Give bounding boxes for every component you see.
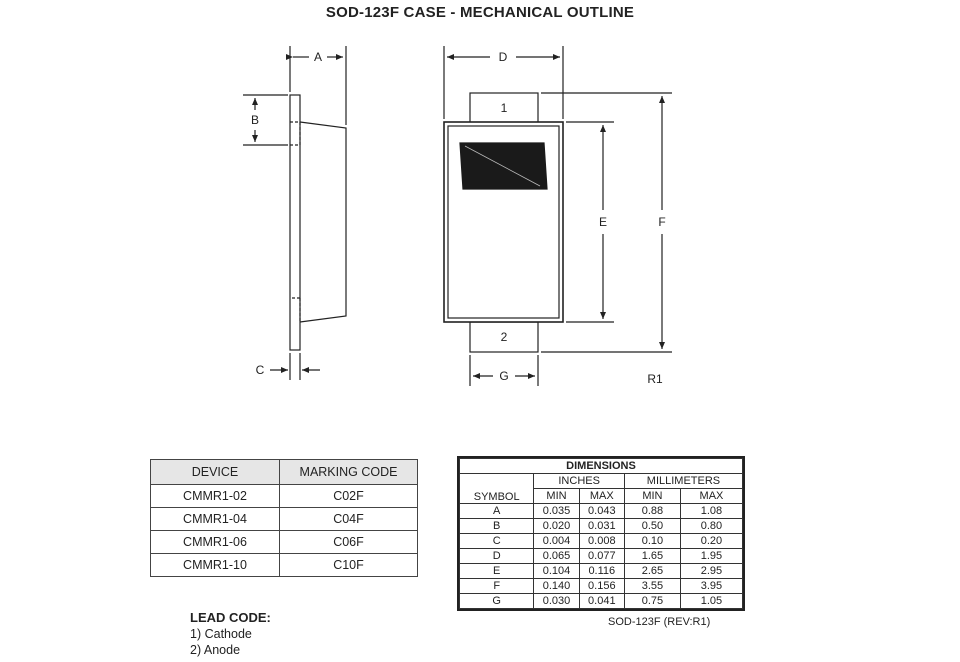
mm-min-header: MIN — [624, 489, 680, 504]
mm-max-header: MAX — [680, 489, 742, 504]
value-cell: 0.043 — [579, 504, 624, 519]
value-cell: 2.65 — [624, 564, 680, 579]
value-cell: 0.80 — [680, 519, 742, 534]
inches-header: INCHES — [534, 474, 625, 489]
page-title: SOD-123F CASE - MECHANICAL OUTLINE — [325, 4, 635, 21]
table-row — [151, 531, 418, 554]
table-row — [151, 508, 418, 531]
symbol-cell: E — [460, 564, 534, 579]
value-cell: 0.75 — [624, 594, 680, 609]
table-row — [460, 534, 743, 549]
dim-label-g: G — [499, 369, 509, 383]
inches-max-header: MAX — [579, 489, 624, 504]
dim-label-b: B — [250, 113, 260, 127]
table-row — [460, 579, 743, 594]
table-row — [460, 504, 743, 519]
value-cell: 1.95 — [680, 549, 742, 564]
device-cell: CMMR1-06 — [151, 531, 280, 554]
table-row — [151, 554, 418, 577]
lead-code-title: LEAD CODE: — [190, 610, 271, 625]
revision-tag: R1 — [647, 372, 663, 386]
value-cell: 0.140 — [534, 579, 579, 594]
lead-code-block — [190, 610, 271, 658]
pin-label-1: 1 — [500, 101, 508, 115]
symbol-cell: G — [460, 594, 534, 609]
value-cell: 3.95 — [680, 579, 742, 594]
millimeters-header: MILLIMETERS — [624, 474, 742, 489]
value-cell: 0.020 — [534, 519, 579, 534]
value-cell: 0.20 — [680, 534, 742, 549]
marking-cell: C06F — [280, 531, 418, 554]
inches-min-header: MIN — [534, 489, 579, 504]
value-cell: 0.035 — [534, 504, 579, 519]
marking-cell: C04F — [280, 508, 418, 531]
symbol-cell: A — [460, 504, 534, 519]
value-cell: 0.104 — [534, 564, 579, 579]
value-cell: 0.156 — [579, 579, 624, 594]
value-cell: 2.95 — [680, 564, 742, 579]
symbol-cell: B — [460, 519, 534, 534]
symbol-cell: F — [460, 579, 534, 594]
value-cell: 0.116 — [579, 564, 624, 579]
value-cell: 0.50 — [624, 519, 680, 534]
dim-label-d: D — [498, 50, 508, 64]
value-cell: 3.55 — [624, 579, 680, 594]
marking-code-header: MARKING CODE — [280, 460, 418, 485]
symbol-cell: D — [460, 549, 534, 564]
value-cell: 0.008 — [579, 534, 624, 549]
table-row — [460, 519, 743, 534]
lead-code-item: 1) Cathode — [190, 627, 252, 641]
marking-cell: C10F — [280, 554, 418, 577]
value-cell: 0.030 — [534, 594, 579, 609]
dim-label-f: F — [658, 215, 666, 229]
value-cell: 0.88 — [624, 504, 680, 519]
value-cell: 0.004 — [534, 534, 579, 549]
value-cell: 1.08 — [680, 504, 742, 519]
device-header: DEVICE — [151, 460, 280, 485]
device-cell: CMMR1-10 — [151, 554, 280, 577]
value-cell: 0.065 — [534, 549, 579, 564]
device-marking-table — [150, 459, 418, 577]
dim-label-e: E — [598, 215, 608, 229]
side-view — [243, 46, 346, 380]
table-row — [460, 564, 743, 579]
table-row — [460, 594, 743, 609]
value-cell: 0.041 — [579, 594, 624, 609]
value-cell: 0.10 — [624, 534, 680, 549]
dim-label-a: A — [313, 50, 323, 64]
value-cell: 1.65 — [624, 549, 680, 564]
device-cell: CMMR1-04 — [151, 508, 280, 531]
lead-code-item: 2) Anode — [190, 643, 241, 657]
table-row — [460, 549, 743, 564]
dimensions-title: DIMENSIONS — [460, 459, 743, 474]
value-cell: 0.031 — [579, 519, 624, 534]
value-cell: 0.077 — [579, 549, 624, 564]
dimensions-table — [457, 456, 745, 611]
marking-cell: C02F — [280, 485, 418, 508]
table-row — [151, 485, 418, 508]
symbol-header: SYMBOL — [460, 474, 534, 504]
value-cell: 1.05 — [680, 594, 742, 609]
top-view — [444, 46, 672, 386]
device-cell: CMMR1-02 — [151, 485, 280, 508]
revision-footer: SOD-123F (REV:R1) — [608, 616, 711, 628]
symbol-cell: C — [460, 534, 534, 549]
pin-label-2: 2 — [500, 330, 508, 344]
dim-label-c: C — [255, 363, 265, 377]
